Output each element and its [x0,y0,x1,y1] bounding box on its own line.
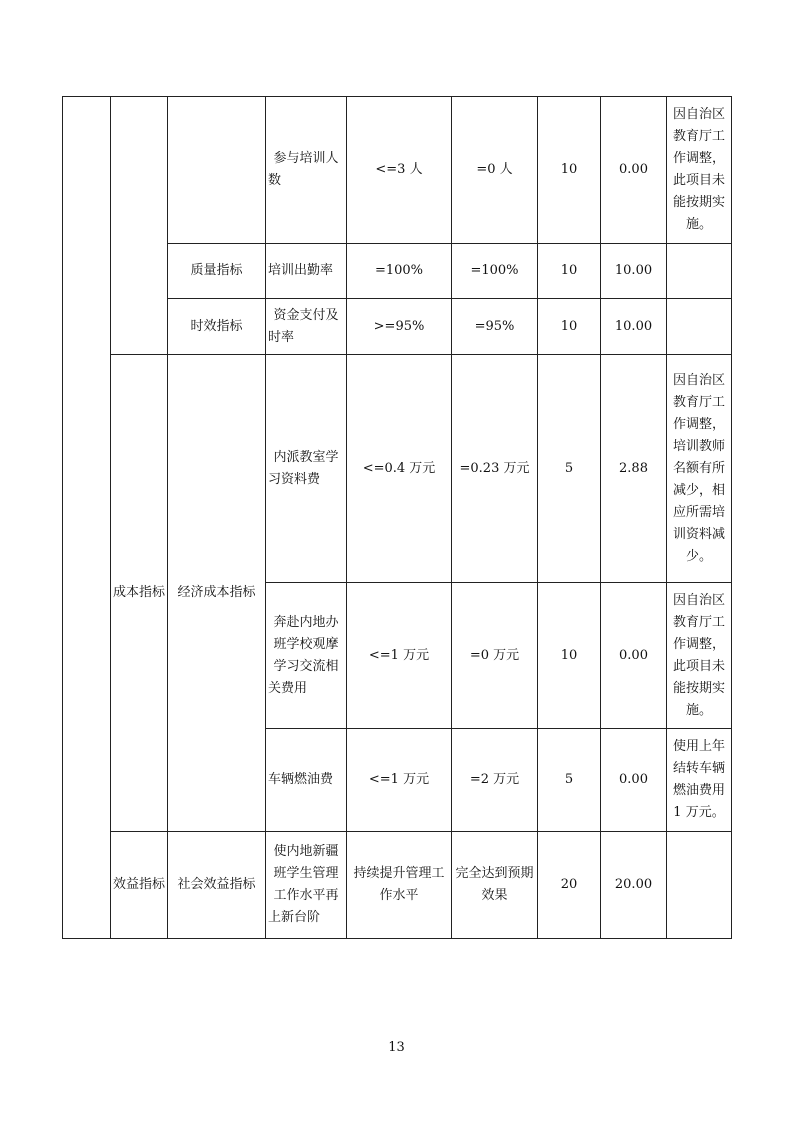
level2-cell: 成本指标 [111,355,168,832]
target-cell: >=95% [347,299,452,355]
target-cell: <=1 万元 [347,729,452,832]
level1-cell [63,97,111,939]
note-cell [667,299,732,355]
note-cell: 使用上年结转车辆燃油费用 1 万元。 [667,729,732,832]
target-cell: <=0.4 万元 [347,355,452,583]
actual-cell: =100% [452,244,538,299]
indicator-cell: 内派教室学习资料费 [266,355,347,583]
table-row [63,832,732,939]
target-cell: <=1 万元 [347,583,452,729]
indicator-cell: 资金支付及时率 [266,299,347,355]
indicator-cell: 培训出勤率 [266,244,347,299]
weight-cell: 5 [538,729,601,832]
level3-cell [168,97,266,244]
actual-cell: 完全达到预期效果 [452,832,538,939]
weight-cell: 10 [538,244,601,299]
page-number: 13 [388,1040,405,1055]
weight-cell: 10 [538,97,601,244]
actual-cell: =95% [452,299,538,355]
actual-cell: =2 万元 [452,729,538,832]
score-cell: 20.00 [601,832,667,939]
weight-cell: 20 [538,832,601,939]
score-cell: 10.00 [601,299,667,355]
score-cell: 0.00 [601,729,667,832]
weight-cell: 10 [538,299,601,355]
note-cell: 因自治区教育厅工作调整，此项目未能按期实施。 [667,97,732,244]
level3-cell: 时效指标 [168,299,266,355]
score-cell: 2.88 [601,355,667,583]
target-cell: 持续提升管理工作水平 [347,832,452,939]
note-cell [667,832,732,939]
indicator-cell: 车辆燃油费 [266,729,347,832]
indicator-cell: 参与培训人数 [266,97,347,244]
note-cell [667,244,732,299]
score-cell: 0.00 [601,97,667,244]
indicator-cell: 使内地新疆班学生管理工作水平再上新台阶 [266,832,347,939]
table-row [63,97,732,244]
level3-cell: 社会效益指标 [168,832,266,939]
actual-cell: =0.23 万元 [452,355,538,583]
actual-cell: =0 万元 [452,583,538,729]
weight-cell: 10 [538,583,601,729]
score-cell: 10.00 [601,244,667,299]
weight-cell: 5 [538,355,601,583]
score-cell: 0.00 [601,583,667,729]
indicator-cell: 奔赴内地办班学校观摩学习交流相关费用 [266,583,347,729]
level2-cell: 效益指标 [111,832,168,939]
performance-table [62,96,732,939]
target-cell: =100% [347,244,452,299]
target-cell: <=3 人 [347,97,452,244]
note-cell: 因自治区教育厅工作调整，此项目未能按期实施。 [667,583,732,729]
table-row [63,355,732,583]
level3-cell: 经济成本指标 [168,355,266,832]
level3-cell: 质量指标 [168,244,266,299]
note-cell: 因自治区教育厅工作调整，培训教师名额有所减少，相应所需培训资料减少。 [667,355,732,583]
level2-cell [111,97,168,355]
actual-cell: =0 人 [452,97,538,244]
